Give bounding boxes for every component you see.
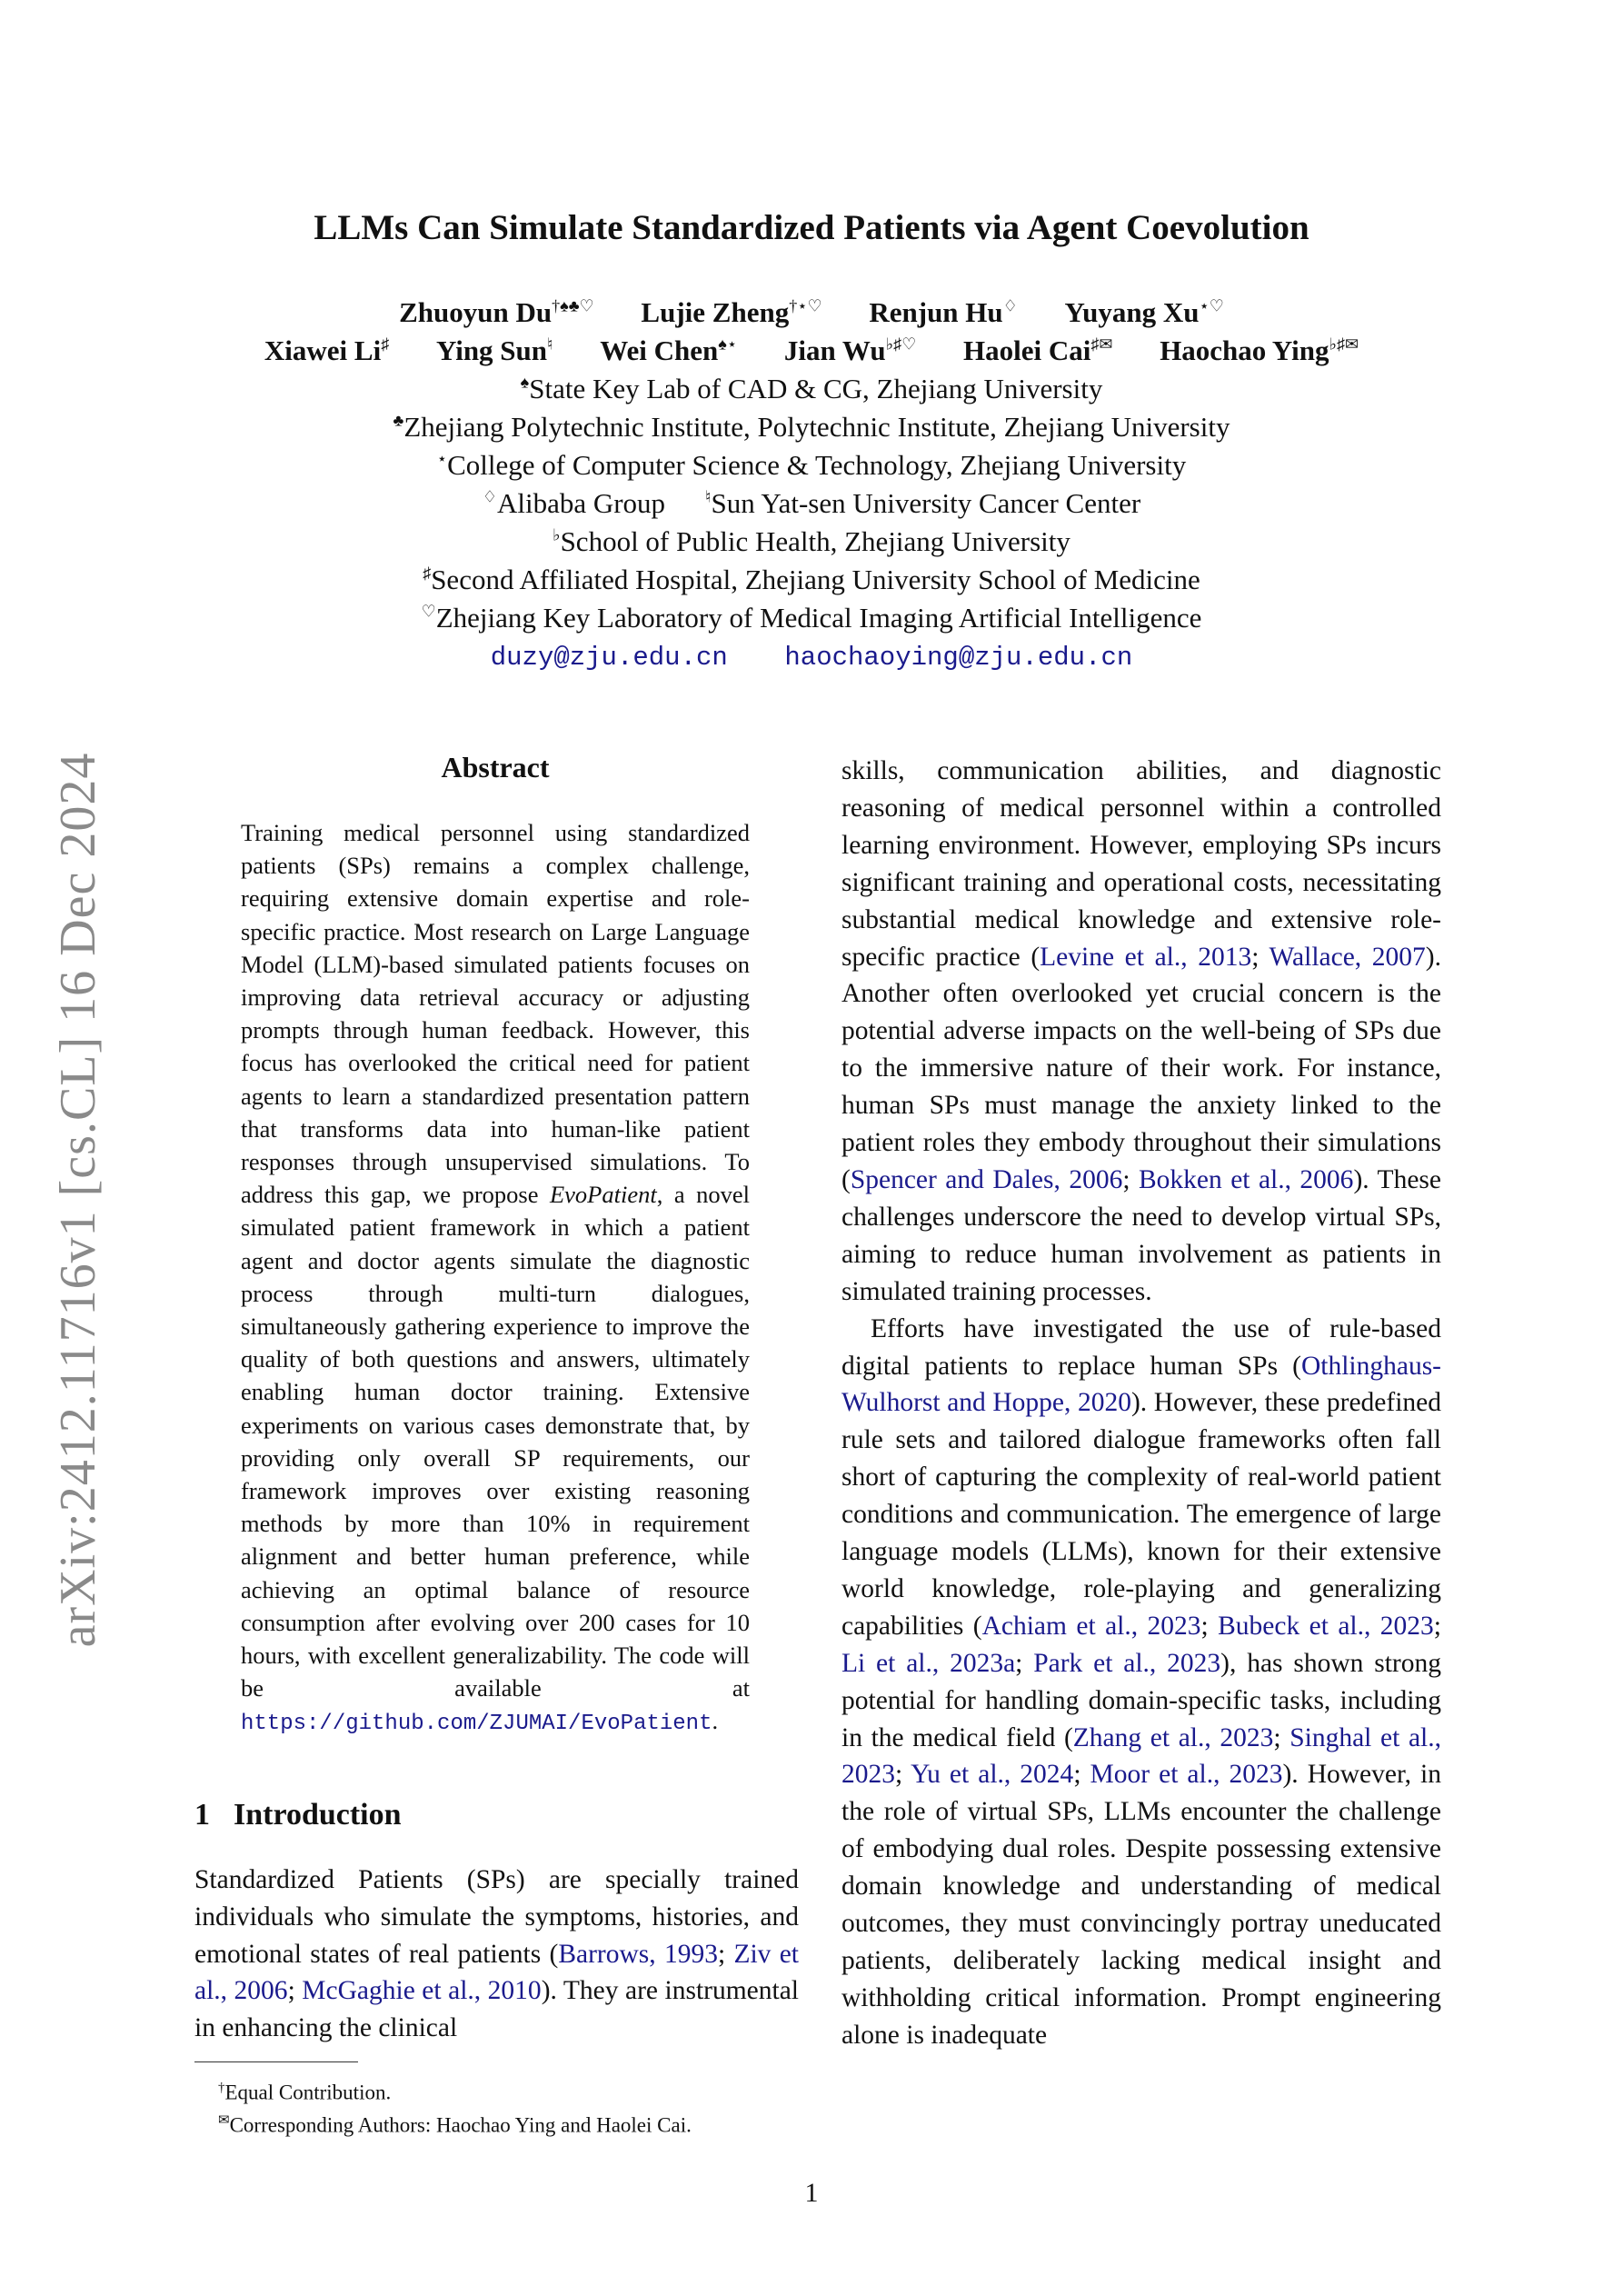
author: Lujie Zheng†⋆♡	[641, 296, 822, 328]
footnotes	[218, 2074, 692, 2139]
author: Ying Sun♮	[435, 334, 553, 366]
email-link[interactable]: duzy@zju.edu.cn	[490, 643, 728, 673]
email-link[interactable]: haochaoying@zju.edu.cn	[784, 643, 1133, 673]
affiliation: ♡Zhejiang Key Laboratory of Medical Imaging Artificial Intelligence	[421, 602, 1202, 634]
citation-link[interactable]: Bokken et al., 2006	[1138, 1164, 1354, 1194]
affiliation: ♢Alibaba Group ♮Sun Yat-sen University Cancer Center	[482, 487, 1141, 519]
citation-link[interactable]: Moor et al., 2023	[1090, 1760, 1283, 1790]
page-number: 1	[804, 2178, 819, 2208]
author: Haochao Ying♭♯✉	[1160, 334, 1359, 366]
footnote-divider	[194, 2061, 358, 2062]
affiliation: ♠State Key Lab of CAD & CG, Zhejiang University	[520, 373, 1103, 404]
author-row-2	[0, 334, 1623, 367]
footnote: ✉Corresponding Authors: Haochao Ying and Haolei Cai.	[218, 2112, 692, 2137]
email-line	[0, 642, 1623, 674]
section-heading: 1 Introduction	[194, 1798, 402, 1832]
citation-link[interactable]: Park et al., 2023	[1033, 1648, 1221, 1678]
author-row-1	[0, 296, 1623, 329]
citation-link[interactable]: Singhal et al., 2023	[841, 1722, 1441, 1790]
abstract-text: Training medical personnel using standardized patients (SPs) remains a complex challenge, requiring extensive domain expertise and role-specific practice. Most research on Large Language Model (LLM)-based simulated patients focuses on improving data retrieval accuracy or adjusting prompts through human feedback. However, this focus has overlooked the critical need for patient agents to learn a standardized presentation pattern that transforms data into human-like patient responses through unsupervised simulations. To address this gap, we propose EvoPatient, a novel simulated patient framework in which a patient agent and doctor agents simulate the diagnostic process through multi-turn dialogues, simultaneously gathering experience to improve the quality of both questions and answers, ultimately enabling human doctor training. Extensive experiments on various cases demonstrate that, by providing only overall SP requirements, our framework improves over existing reasoning methods by more than 10% in requirement alignment and better human preference, while achieving an optimal balance of resource consumption after evolving over 200 cases for 10 hours, with excellent generalizability. The code will be available at https://github.com/ZJUMAI/EvoPatient.	[241, 819, 751, 1737]
affiliation: ♭School of Public Health, Zhejiang University	[553, 525, 1070, 557]
paragraph: skills, communication abilities, and diagnostic reasoning of medical personnel within a controlled learning environment. However, employing SPs incurs significant training and operational costs, necessitating substantial medical knowledge and extensive role-specific practice (Levine et al., 2013; Wallace, 2007). Another often overlooked yet crucial concern is the potential adverse impacts on the well-being of SPs due to the immersive nature of their work. For instance, human SPs must manage the anxiety linked to the patient roles they embody throughout their simulations (Spencer and Dales, 2006; Bokken et al., 2006). These challenges underscore the need to develop virtual SPs, aiming to reduce human involvement as patients in simulated training processes.	[841, 756, 1441, 1306]
affiliation: ⋆College of Computer Science & Technology, Zhejiang University	[436, 449, 1187, 481]
paper-title: LLMs Can Simulate Standardized Patients via Agent Coevolution	[314, 208, 1309, 247]
author: Jian Wu♭♯♡	[783, 334, 917, 366]
citation-link[interactable]: Li et al., 2023a	[841, 1648, 1016, 1678]
citation-link[interactable]: Levine et al., 2013	[1040, 942, 1252, 972]
citation-link[interactable]: McGaghie et al., 2010	[302, 1976, 542, 2006]
citation-link[interactable]: Wallace, 2007	[1269, 942, 1426, 972]
citation-link[interactable]: Barrows, 1993	[558, 1939, 718, 1969]
author: Haolei Cai♯✉	[962, 334, 1113, 366]
citation-link[interactable]: Spencer and Dales, 2006	[850, 1164, 1123, 1194]
author: Wei Chen♠⋆	[600, 334, 738, 366]
citation-link[interactable]: Achiam et al., 2023	[981, 1611, 1201, 1641]
right-column-text	[841, 753, 1441, 2054]
citation-link[interactable]: Bubeck et al., 2023	[1218, 1611, 1434, 1641]
author: Xiawei Li♯	[264, 334, 390, 366]
author: Yuyang Xu⋆♡	[1064, 296, 1224, 328]
citation-link[interactable]: Ziv et al., 2006	[194, 1939, 799, 2006]
affiliation: ♣Zhejiang Polytechnic Institute, Polytechnic Institute, Zhejiang University	[393, 411, 1230, 443]
footnote: †Equal Contribution.	[218, 2081, 392, 2104]
citation-link[interactable]: Yu et al., 2024	[911, 1760, 1074, 1790]
arxiv-stamp-text: arXiv:2412.11716v1 [cs.CL] 16 Dec 2024	[50, 752, 106, 1648]
arxiv-identifier-stamp	[51, 718, 105, 1682]
author: Renjun Hu♢	[869, 296, 1018, 328]
citation-link[interactable]: Zhang et al., 2023	[1072, 1722, 1274, 1752]
citation-link[interactable]: Othlinghaus-Wulhorst and Hoppe, 2020	[841, 1351, 1441, 1418]
author: Zhuoyun Du†♠♣♡	[399, 296, 594, 328]
paragraph: Efforts have investigated the use of rule-based digital patients to replace human SPs (Othlinghaus-Wulhorst and Hoppe, 2020). However, these predefined rule sets and tailored dialogue frameworks often fall short of capturing the complexity of real-world patient conditions and communication. The emergence of large language models (LLMs), known for their extensive world knowledge, role-playing and generalizing capabilities (Achiam et al., 2023; Bubeck et al., 2023; Li et al., 2023a; Park et al., 2023), has shown strong potential for handling domain-specific tasks, including in the medical field (Zhang et al., 2023; Singhal et al., 2023; Yu et al., 2024; Moor et al., 2023). However, in the role of virtual SPs, LLMs encounter the challenge of embodying dual roles. Despite possessing extensive domain knowledge and understanding of medical outcomes, they must convincingly portray uneducated patients, deliberately lacking medical insight and withholding critical information. Prompt engineering alone is inadequate	[841, 1313, 1441, 2050]
abstract-heading: Abstract	[441, 751, 550, 784]
intro-paragraph: Standardized Patients (SPs) are specially trained individuals who simulate the symptoms, histories, and emotional states of real patients (Barrows, 1993; Ziv et al., 2006; McGaghie et al., 2010). They are instrumental in enhancing the clinical	[194, 1865, 800, 2043]
code-url-link[interactable]: https://github.com/ZJUMAI/EvoPatient	[241, 1712, 712, 1737]
affiliation: ♯Second Affiliated Hospital, Zhejiang University School of Medicine	[423, 564, 1200, 595]
